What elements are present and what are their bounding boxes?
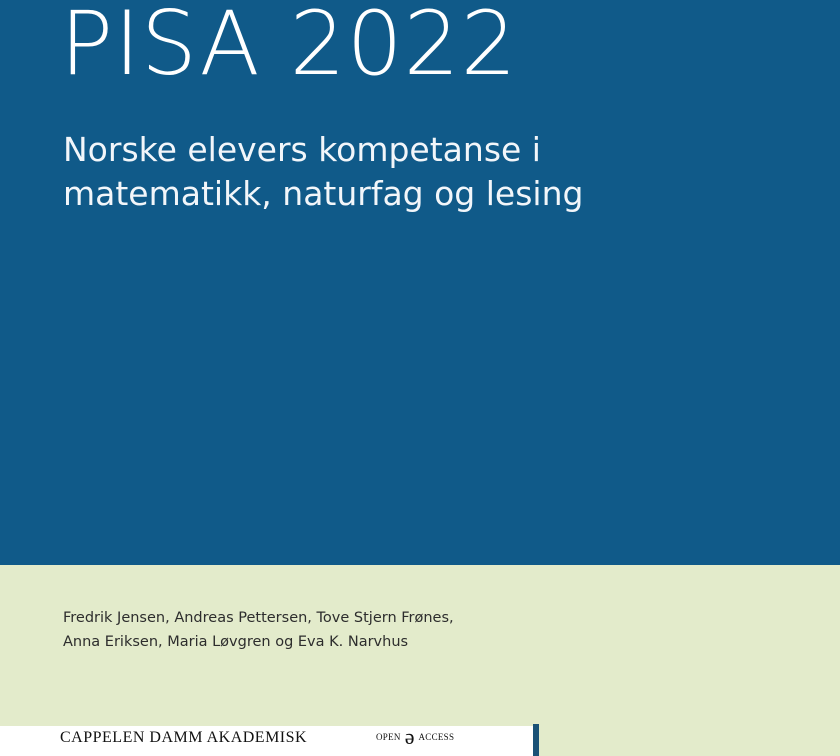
open-access-logo (376, 724, 455, 749)
accent-bar (533, 724, 539, 756)
authors-line: Anna Eriksen, Maria Løvgren og Eva K. Narvhus (63, 634, 409, 650)
book-title: PISA 2022 (60, 0, 518, 95)
open-access-icon: ə (404, 724, 415, 749)
authors-line: Fredrik Jensen, Andreas Pettersen, Tove Stjern Frønes, (63, 610, 454, 626)
book-subtitle (63, 128, 583, 216)
publisher-logo: CAPPELEN DAMM AKADEMISK (60, 729, 308, 746)
authors (63, 606, 454, 654)
subtitle-line: matematikk, naturfag og lesing (63, 174, 584, 213)
open-access-right: ACCESS (418, 732, 455, 742)
subtitle-line: Norske elevers kompetanse i (63, 130, 541, 169)
open-access-left: OPEN (376, 732, 401, 742)
